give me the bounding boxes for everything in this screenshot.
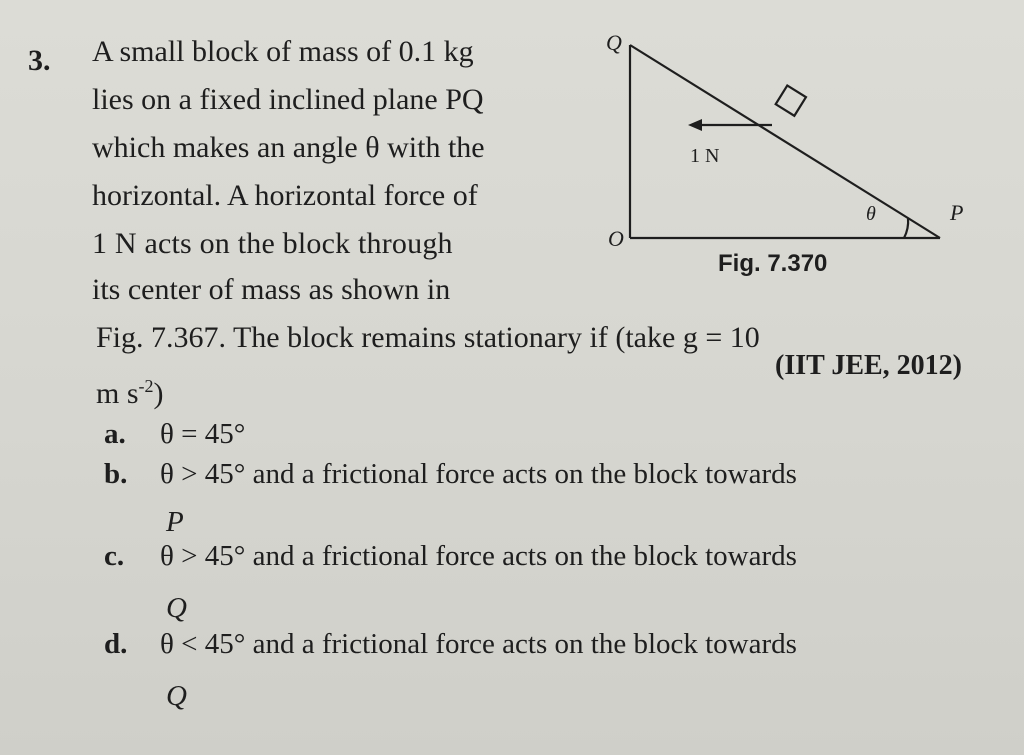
label-o: O <box>608 226 624 251</box>
option-d <box>104 628 797 661</box>
option-label: a. <box>104 418 126 450</box>
question-stem-line: A small block of mass of 0.1 kg <box>92 35 474 68</box>
unit-close: ) <box>153 377 164 410</box>
option-d-continuation: Q <box>166 680 187 712</box>
block <box>776 86 806 116</box>
option-label: d. <box>104 628 128 660</box>
option-c <box>104 540 797 573</box>
figure-caption: Fig. 7.370 <box>718 250 828 277</box>
option-b-continuation: P <box>166 506 184 538</box>
option-text: θ > 45° and a frictional force acts on the block towards <box>160 458 797 490</box>
label-p: P <box>950 200 964 225</box>
inclined-plane-figure <box>590 20 990 260</box>
option-a <box>104 418 245 451</box>
question-stem-line: its center of mass as shown in <box>92 273 451 306</box>
option-c-continuation: Q <box>166 592 187 624</box>
option-label: b. <box>104 458 128 490</box>
question-source: (IIT JEE, 2012) <box>775 350 962 381</box>
option-text: θ > 45° and a frictional force acts on the block towards <box>160 540 797 572</box>
option-label: c. <box>104 540 125 572</box>
unit-exponent: -2 <box>138 376 154 396</box>
question-stem-line: horizontal. A horizontal force of <box>92 179 478 212</box>
incline-line <box>630 45 940 238</box>
question-stem-line: 1 N acts on the block through <box>92 227 453 260</box>
question-stem-unit <box>96 366 164 414</box>
question-stem-line: lies on a fixed inclined plane PQ <box>92 83 484 116</box>
question-stem-line: which makes an angle θ with the <box>92 131 485 164</box>
label-q: Q <box>606 30 622 55</box>
angle-arc <box>904 218 908 238</box>
option-text: θ < 45° and a frictional force acts on the block towards <box>160 628 797 660</box>
option-b <box>104 458 797 491</box>
question-number: 3. <box>28 44 51 77</box>
unit-text: m s <box>96 377 139 410</box>
force-arrowhead <box>688 119 702 131</box>
force-label: 1 N <box>690 145 720 167</box>
question-stem-line: Fig. 7.367. The block remains stationary if (take g = 10 <box>96 321 760 354</box>
option-text: θ = 45° <box>160 418 246 450</box>
angle-label: θ <box>866 203 876 225</box>
